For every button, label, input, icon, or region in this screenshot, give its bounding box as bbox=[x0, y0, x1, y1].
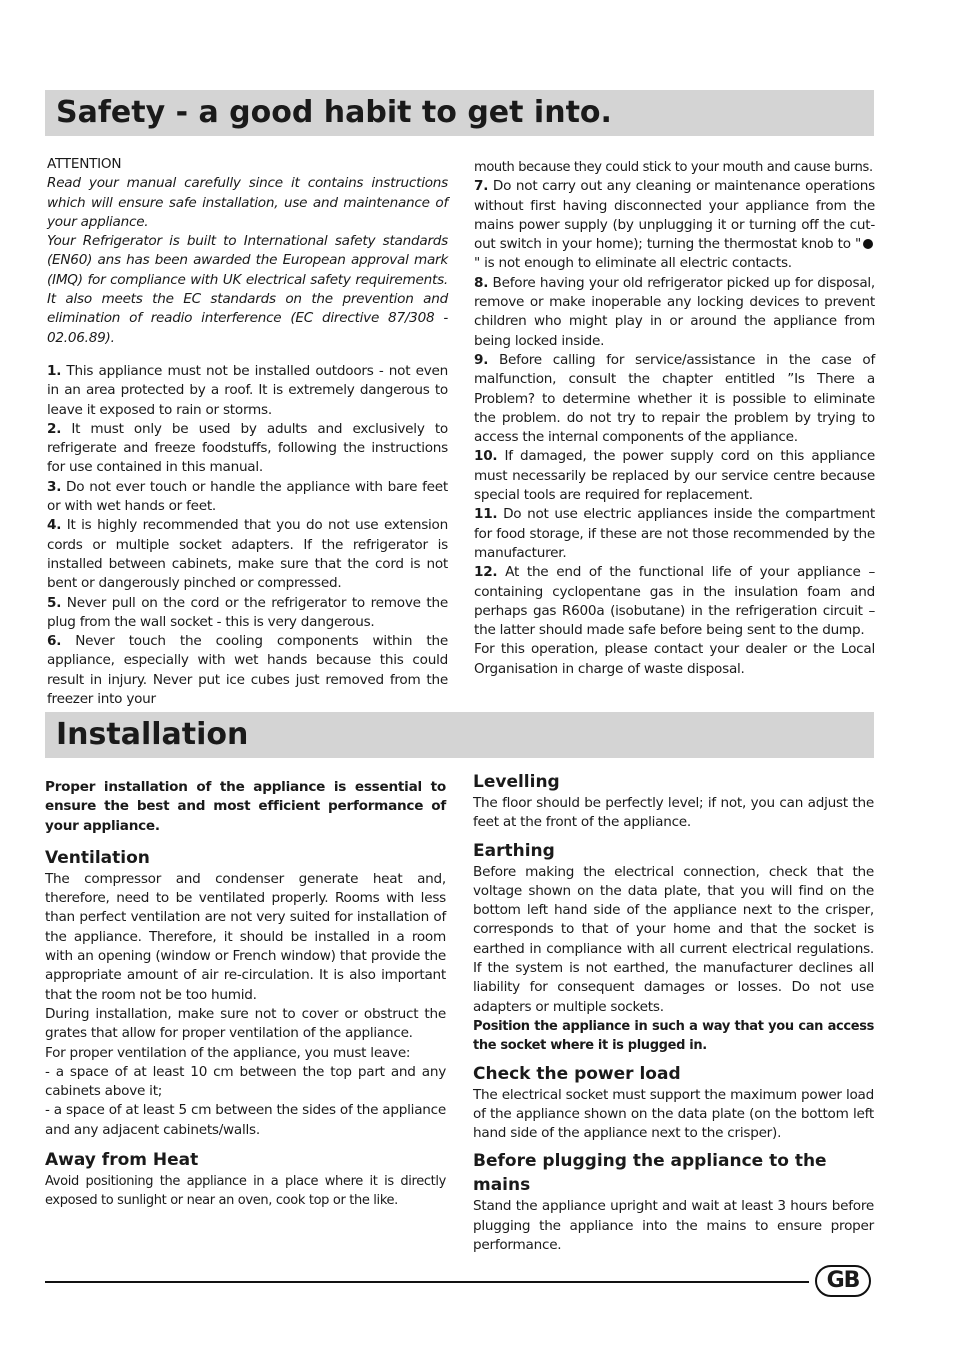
language-badge: GB bbox=[815, 1265, 871, 1297]
safety-title: Safety - a good habit to get into. bbox=[56, 95, 612, 130]
safety-item-4: 4. It is highly recommended that you do not use extension cords or multiple socket adapters. If the refrigerator is installed between cabinets, make sure that the cord is not bent or dangerously pinched or compressed. bbox=[47, 517, 448, 592]
installation-lead: Proper installation of the appliance is essential to ensure the best and most efficient performance of your appliance. bbox=[45, 779, 446, 834]
safety-item-6: 6. Never touch the cooling components within the appliance, especially with wet hands because this could result in injury. Never put ice cubes just removed from the freezer into your bbox=[47, 633, 448, 708]
installation-right-column bbox=[473, 770, 874, 1255]
safety-item-11: 11. Do not use electric appliances inside the compartment for food storage, if these are not those recommended by the manufacturer. bbox=[474, 506, 875, 561]
ventilation-p5: - a space of at least 5 cm between the sides of the appliance and any adjacent cabinets/walls. bbox=[45, 1102, 446, 1138]
before-plugging-p1: Stand the appliance upright and wait at least 3 hours before plugging the appliance into the mains to ensure proper performance. bbox=[473, 1198, 874, 1254]
power-load-heading: Check the power load bbox=[473, 1063, 681, 1084]
safety-item-9: 9. Before calling for service/assistance in the case of malfunction, consult the chapter entitled ”Is There a Problem? to determine whether it is possible to eliminate the problem. do not try to repair the problem by trying to access the internal components of the appliance. bbox=[474, 351, 875, 446]
earthing-p1: Before making the electrical connection, check that the voltage shown on the data plate, that you will find on the bottom left hand side of the appliance next to the crisper, corresponds to that of your home and that the socket is earthed in compliance with all current electrical regulations. If the system is not earthed, the manufacturer declines all liability for consequent damages or losses. Do not use adapters or multiple sockets. bbox=[473, 863, 874, 1015]
before-plugging-heading: Before plugging the appliance to the mains bbox=[473, 1151, 827, 1196]
ventilation-p1: The compressor and condenser generate heat and, therefore, need to be ventilated properly. Rooms with less than perfect ventilation are not very suited for installation of the appliance. Therefore, it should be installed in a room with an opening (window or French window) that provide the appropriate amount of air re-circulation. It is also important that the room not be too humid. bbox=[45, 870, 446, 1003]
safety-item-12: 12. At the end of the functional life of your appliance – containing cyclopentane gas in the insulation foam and perhaps gas R600a (isobutane) in the refrigeration circuit – the latter should made safe before being sent to the dump. bbox=[474, 564, 875, 639]
ventilation-p3: For proper ventilation of the appliance, you must leave: bbox=[45, 1044, 411, 1061]
thermostat-off-icon bbox=[863, 239, 873, 249]
safety-item-10: 10. If damaged, the power supply cord on this appliance must necessarily be replaced by our service centre because special tools are required for replacement. bbox=[474, 448, 875, 504]
safety-title-band bbox=[45, 90, 874, 136]
earthing-p2: Position the appliance in such a way that you can access the socket where it is plugged in. bbox=[473, 1018, 874, 1054]
safety-right-column bbox=[474, 158, 875, 679]
safety-closing: For this operation, please contact your dealer or the Local Organisation in charge of waste disposal. bbox=[474, 641, 875, 677]
power-load-p1: The electrical socket must support the maximum power load of the appliance shown on the data plate (on the bottom left hand side of the appliance next to the crisper). bbox=[473, 1086, 874, 1142]
ventilation-p2: During installation, make sure not to cover or obstruct the grates that allow for proper ventilation of the appliance. bbox=[45, 1005, 446, 1042]
safety-intro-2: Your Refrigerator is built to International safety standards (EN60) ans has been awarded the European approval mark (IMQ) for compliance with UK electrical safety requirements. It also meets the EC standards on the prevention and elimination of readio interference (EC directive 87/308 - 02.06.89). bbox=[47, 233, 448, 346]
levelling-heading: Levelling bbox=[473, 772, 560, 792]
installation-left-column bbox=[45, 778, 446, 1211]
away-from-heat-p1: Avoid positioning the appliance in a place where it is directly exposed to sunlight or near an oven, cook top or the like. bbox=[45, 1174, 446, 1209]
attention-label: ATTENTION bbox=[47, 156, 122, 172]
levelling-p1: The floor should be perfectly level; if not, you can adjust the feet at the front of the appliance. bbox=[473, 795, 874, 831]
installation-title-band bbox=[45, 712, 874, 758]
safety-item-3: 3. Do not ever touch or handle the appliance with bare feet or with wet hands or feet. bbox=[47, 478, 448, 515]
safety-item-2: 2. It must only be used by adults and exclusively to refrigerate and freeze foodstuffs, following the instructions for use contained in this manual. bbox=[47, 420, 448, 476]
footer-rule bbox=[45, 1281, 809, 1283]
safety-item-1: 1. This appliance must not be installed outdoors - not even in an area protected by a roof. It is extremely dangerous to leave it exposed to rain or storms. bbox=[47, 362, 448, 418]
safety-item-6-continued: mouth because they could stick to your mouth and cause burns. bbox=[474, 160, 873, 175]
ventilation-heading: Ventilation bbox=[45, 847, 150, 868]
earthing-heading: Earthing bbox=[473, 840, 555, 861]
safety-item-5: 5. Never pull on the cord or the refrigerator to remove the plug from the wall socket - this is very dangerous. bbox=[47, 594, 448, 630]
safety-item-7: 7. Do not carry out any cleaning or maintenance operations without first having disconnected your appliance from the mains power supply (by unplugging it or turning off the cut-out switch in your home); turning the thermostat knob to "" is not enough to eliminate all electric contacts. bbox=[474, 178, 875, 272]
safety-item-8: 8. Before having your old refrigerator picked up for disposal, remove or make inoperable any locking devices to prevent children who might play in or around the appliance from being locked inside. bbox=[474, 274, 875, 349]
safety-intro-1: Read your manual carefully since it contains instructions which will ensure safe installation, use and maintenance of your appliance. bbox=[47, 175, 448, 230]
away-from-heat-heading: Away from Heat bbox=[45, 1150, 199, 1171]
ventilation-p4: - a space of at least 10 cm between the top part and any cabinets above it; bbox=[45, 1063, 446, 1100]
installation-title: Installation bbox=[56, 717, 249, 752]
safety-left-column bbox=[47, 155, 448, 709]
